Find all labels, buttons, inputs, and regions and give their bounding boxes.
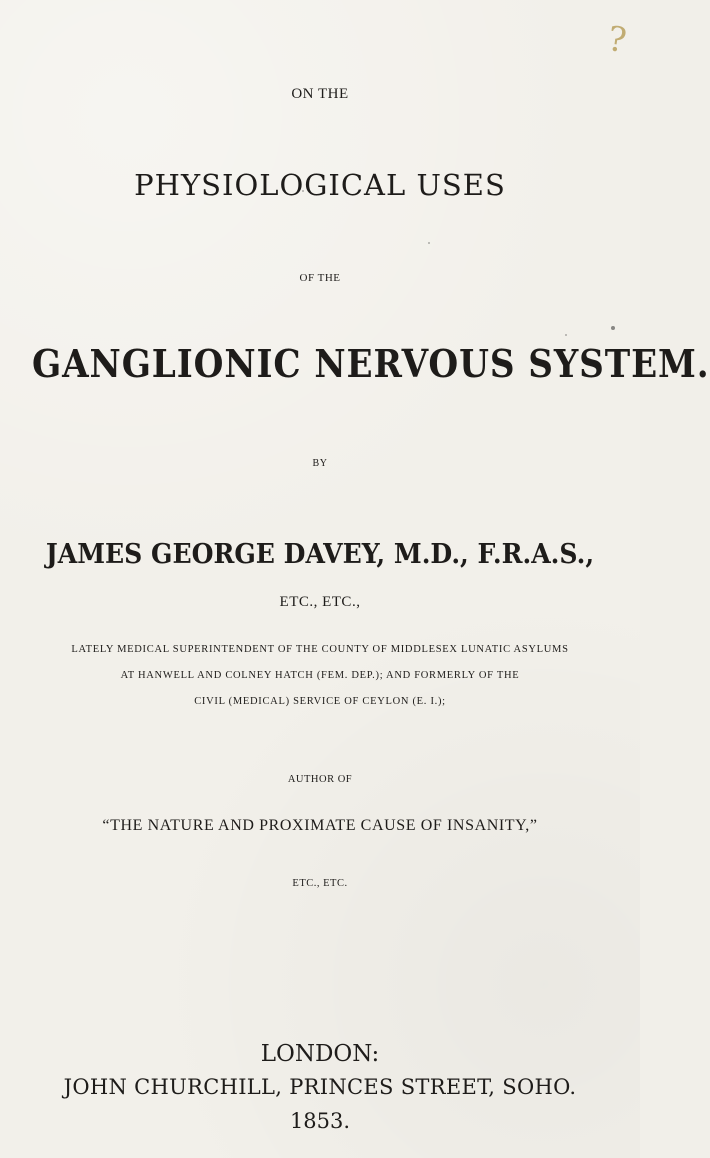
author-of-label: AUTHOR OF: [287, 774, 353, 785]
author-name: JAMES GEORGE DAVEY, M.D., F.R.A.S.,: [45, 539, 595, 570]
publication-year: 1853.: [289, 1109, 351, 1133]
credentials-line-1: LATELY MEDICAL SUPERINTENDENT OF THE COUNTY OF MIDDLESEX LUNATIC ASYLUMS: [71, 644, 569, 655]
credentials-line-3: CIVIL (MEDICAL) SERVICE OF CEYLON (E. I.);: [194, 696, 446, 707]
by-label: BY: [312, 458, 328, 469]
paper-speck: [302, 190, 304, 192]
work-etc: ETC., ETC.: [292, 878, 348, 889]
corner-mark: ?: [605, 18, 629, 62]
connector-of-the: OF THE: [299, 272, 341, 284]
author-etc: ETC., ETC.,: [279, 594, 361, 610]
publisher-line: JOHN CHURCHILL, PRINCES STREET, SOHO.: [63, 1075, 577, 1099]
paper-speck: [611, 326, 615, 330]
paper-speck: [565, 334, 567, 336]
publication-place: LONDON:: [260, 1041, 380, 1067]
heading-on-the: ON THE: [291, 86, 349, 102]
notable-work-title: “THE NATURE AND PROXIMATE CAUSE OF INSANITY,”: [102, 817, 538, 834]
subtitle-line: GANGLIONIC NERVOUS SYSTEM.: [32, 341, 710, 386]
main-title-line: PHYSIOLOGICAL USES: [134, 168, 506, 202]
paper-speck: [428, 242, 430, 244]
credentials-line-2: AT HANWELL AND COLNEY HATCH (FEM. DEP.); AND FORMERLY OF THE: [120, 670, 520, 681]
